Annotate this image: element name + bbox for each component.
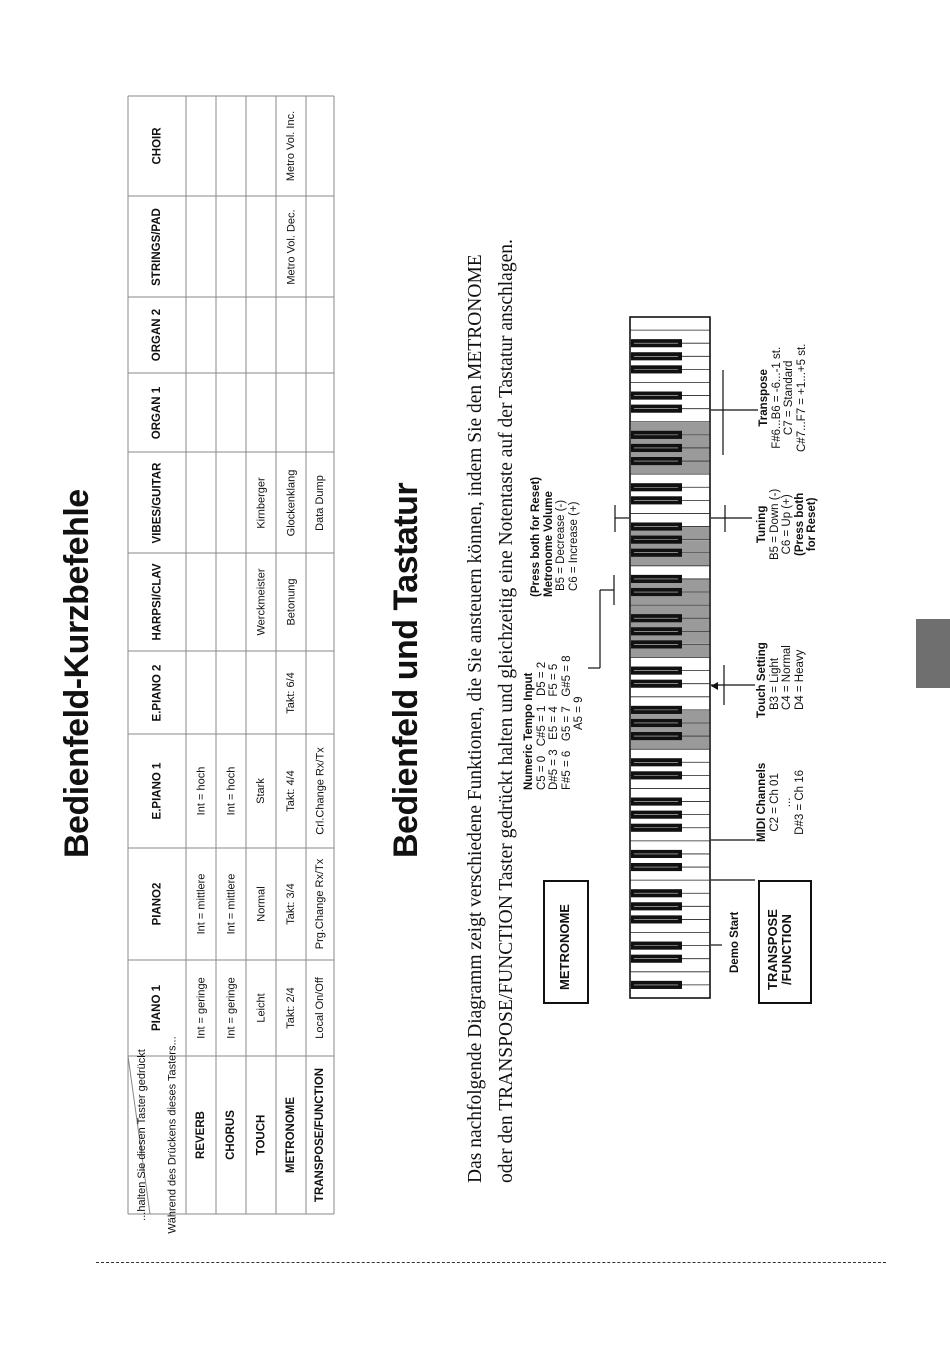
table-cell: Stark	[254, 778, 267, 804]
transpose-line-3: C#7...F7 = +1...+5 st.	[795, 343, 808, 452]
tuning-reset-2: for Reset)	[806, 497, 818, 552]
row-header: CHORUS	[224, 1110, 237, 1160]
transpose-title: Transpose	[758, 369, 770, 427]
row-header: REVERB	[194, 1111, 207, 1159]
table-cell: Int = geringe	[195, 977, 208, 1039]
midi-title: MIDI Channels	[756, 762, 768, 842]
column-header: ORGAN 1	[151, 386, 164, 439]
demo-start-label	[729, 912, 742, 973]
table-corner-bottom: Während des Drückens dieses Tasters...	[166, 1036, 179, 1234]
tuning-line-2: C6 = Up (+)	[781, 494, 793, 555]
transpose-button-label	[766, 909, 794, 990]
table-cell: Metro Vol. Dec.	[285, 208, 298, 285]
tempo-line-2: D#5 = 3 E5 = 4 F5 = 5	[548, 663, 560, 790]
midi-line-3: D#3 = Ch 16	[793, 769, 806, 835]
column-header: CHOIR	[151, 127, 164, 165]
volume-line-2: C6 = Increase (+)	[567, 501, 580, 591]
table-cell: Takt: 6/4	[284, 671, 297, 714]
shortcuts-heading: Bedienfeld-Kurzbefehle	[58, 489, 96, 858]
column-header: E.PIANO 1	[150, 762, 163, 820]
column-header: PIANO2	[150, 882, 163, 926]
metronome-button-label: METRONOME	[557, 904, 572, 990]
demo-start-text: Demo Start	[729, 911, 741, 973]
table-cell: Takt: 4/4	[284, 770, 297, 812]
table-cell: Int = mittlere	[224, 873, 237, 935]
intro-line-1: Das nachfolgende Diagramm zeigt verschiedene Funktionen, die Sie ansteuern können, indem Sie den METRONOME	[465, 254, 486, 1183]
tempo-title: Numeric Tempo Input	[523, 672, 535, 790]
keyboard-heading: Bedienfeld und Tastatur	[387, 482, 425, 858]
column-header: STRINGS/PAD	[150, 207, 163, 286]
table-cell: Crl.Change Rx/Tx	[314, 747, 327, 835]
table-corner-top: ...halten Sie diesen Taster gedrückt	[135, 1049, 148, 1221]
table-cell: Takt: 2/4	[284, 987, 297, 1029]
table-cell: Int = mittlere	[194, 873, 207, 935]
transpose-label-line-1: TRANSPOSE	[765, 909, 780, 990]
tempo-line-3: F#5 = 6 G5 = 7 G#5 = 8	[560, 655, 573, 790]
touch-line-2: C4 = Normal	[781, 645, 793, 710]
column-header: PIANO 1	[151, 984, 164, 1032]
table-cell: Int = hoch	[194, 766, 207, 816]
intro-line-2: oder den TRANSPOSE/FUNCTION Taster gedrückt halten und gleichzeitig eine Notentaste auf der Tastatur anschlagen.	[496, 239, 517, 1183]
dotted-divider	[96, 1262, 886, 1263]
volume-line-1: B5 = Decrease (-)	[555, 499, 567, 591]
row-header: METRONOME	[285, 1096, 298, 1174]
table-cell: Prg.Change Rx/Tx	[314, 858, 327, 950]
table-cell: Werckmeister	[255, 568, 268, 636]
table-cell: Betonung	[285, 578, 298, 626]
tuning-line-1: B5 = Down (-)	[768, 488, 781, 560]
midi-line-1: C2 = Ch 01	[768, 773, 781, 832]
column-header: ORGAN 2	[151, 308, 164, 362]
table-cell: Metro Vol. Inc.	[285, 110, 298, 182]
tuning-label	[756, 489, 819, 560]
table-cell: Leicht	[255, 993, 268, 1023]
metronome-volume-label	[530, 477, 580, 597]
row-header: TOUCH	[254, 1114, 267, 1156]
chapter-tab	[916, 619, 950, 688]
table-cell: Glockenklang	[284, 469, 297, 536]
table-cell: Local On/Off	[313, 977, 326, 1039]
column-header: HARPSI/CLAV	[151, 563, 164, 641]
volume-reset: (Press both for Reset)	[530, 476, 542, 597]
table-cell: Normal	[255, 886, 268, 922]
column-header: VIBES/GUITAR	[150, 462, 163, 543]
table-cell: Data Dump	[313, 474, 326, 531]
touch-title: Touch Setting	[756, 642, 768, 718]
tuning-title: Tuning	[756, 505, 768, 544]
tuning-reset-1: (Press both	[793, 492, 806, 556]
transpose-line-1: F#6...B6 = -6...-1 st.	[770, 346, 783, 449]
transpose-label-line-2: /FUNCTION	[779, 914, 794, 985]
table-cell: Takt: 3/4	[284, 883, 297, 925]
table-cell: Int = geringe	[225, 977, 238, 1039]
touch-line-3: D4 = Heavy	[793, 649, 806, 710]
transpose-line-2: C7 = Standard	[783, 360, 795, 436]
touch-line-1: B3 = Light	[768, 657, 781, 710]
tempo-input-label	[523, 655, 586, 790]
middle-c-marker	[711, 682, 718, 690]
column-header: E.PIANO 2	[150, 664, 163, 721]
transpose-setting-label	[758, 344, 808, 452]
tempo-line-1: C5 = 0 C#5 = 1 D5 = 2	[535, 661, 548, 790]
midi-channels-label	[756, 763, 806, 842]
volume-title: Metronome Volume	[542, 491, 555, 597]
row-header: TRANSPOSE/FUNCTION	[314, 1067, 327, 1203]
table-cell: Int = hoch	[224, 766, 237, 816]
table-cell: Kirnberger	[255, 476, 268, 529]
touch-setting-label	[756, 642, 806, 718]
tempo-line-4: A5 = 9	[573, 696, 585, 730]
midi-line-2: ...	[781, 797, 793, 808]
